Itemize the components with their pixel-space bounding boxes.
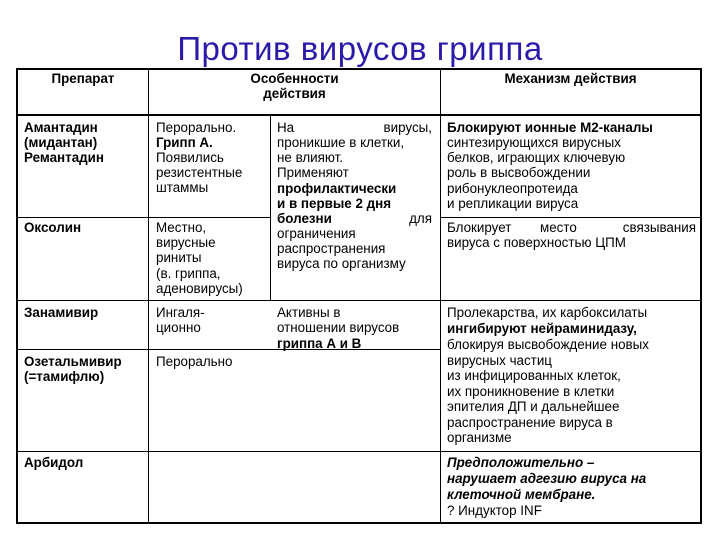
features-bold: профилактически xyxy=(277,181,397,196)
row-divider-1b xyxy=(149,217,270,218)
drug-zanamivir: Занамивир xyxy=(24,305,99,320)
header-mechanism: Механизм действия xyxy=(504,71,637,86)
features-bold: и в первые 2 дня xyxy=(277,196,392,211)
col-divider-1 xyxy=(148,68,149,524)
features-text: На xyxy=(277,120,295,135)
mechanism-text: блокируя высвобождение новых xyxy=(447,337,649,352)
features-text: Перорально. xyxy=(156,120,237,135)
features-text: Появились резистентные штаммы xyxy=(156,150,243,196)
mechanism-bold: ингибируют нейраминидазу, xyxy=(447,321,637,336)
header-features: Особенности действия xyxy=(250,71,339,102)
features-text: ограничения распространения вируса по организму xyxy=(277,226,406,272)
drug-arbidol: Арбидол xyxy=(24,455,84,470)
features-text: проникшие в клетки, не влияют. Применяют xyxy=(277,135,405,181)
table-border-top xyxy=(16,68,702,70)
mechanism-text: вируса с поверхностью ЦПМ xyxy=(447,235,626,250)
header-drug: Препарат xyxy=(51,71,115,86)
drug-oxolin: Оксолин xyxy=(24,220,82,235)
row-divider-2 xyxy=(18,300,700,301)
mechanism-text: место xyxy=(540,220,577,235)
col-divider-2 xyxy=(440,68,441,524)
mechanism-italic: Предположительно – нарушает адгезию вируса на клеточной мембране. xyxy=(447,455,647,502)
mechanism-text: Пролекарства, их карбоксилаты xyxy=(447,305,648,320)
mechanism-text: синтезирующихся вирусных белков, играющих ключевую роль в высвобождении рибонуклеопротеида и репликации вируса xyxy=(447,135,626,211)
features-oseltamivir: Перорально xyxy=(156,354,233,369)
features-oxolin: Местно, вирусные риниты (в. гриппа, аденовирусы) xyxy=(156,220,243,296)
mechanism-text: связывания xyxy=(622,220,696,235)
page-title: Против вирусов гриппа xyxy=(177,30,543,67)
mechanism-text: Блокирует xyxy=(447,220,512,235)
features-bold: Грипп А. xyxy=(156,135,213,150)
mechanism-text: ? Индуктор INF xyxy=(447,503,542,518)
table-border-left xyxy=(16,68,18,524)
features-text: Активны в отношении вирусов xyxy=(277,305,400,336)
drug-amantadine: Амантадин (мидантан) Ремантадин xyxy=(24,120,104,166)
row-divider-1 xyxy=(18,217,148,218)
table-border-bottom xyxy=(16,522,702,524)
table-border-right xyxy=(700,68,702,524)
features-bold: болезни xyxy=(277,211,332,226)
features-text: для xyxy=(409,211,432,226)
mechanism-oseltamivir: вирусных частиц из инфицированных клеток, их проникновение в клетки эпителия ДП и дальнейшее распространение вируса в организме xyxy=(447,353,621,446)
row-divider-4 xyxy=(18,451,700,452)
features-bold: гриппа А и В xyxy=(277,336,362,351)
row-divider-1c xyxy=(441,217,700,218)
features-text: вирусы, xyxy=(383,120,432,135)
header-divider xyxy=(16,114,702,116)
drug-oseltamivir: Озетальмивир (=тамифлю) xyxy=(24,354,122,385)
col-divider-features xyxy=(270,116,271,300)
features-zanamivir-a: Ингаля- ционно xyxy=(156,305,205,336)
mechanism-bold: Блокируют ионные М2-каналы xyxy=(447,120,653,135)
